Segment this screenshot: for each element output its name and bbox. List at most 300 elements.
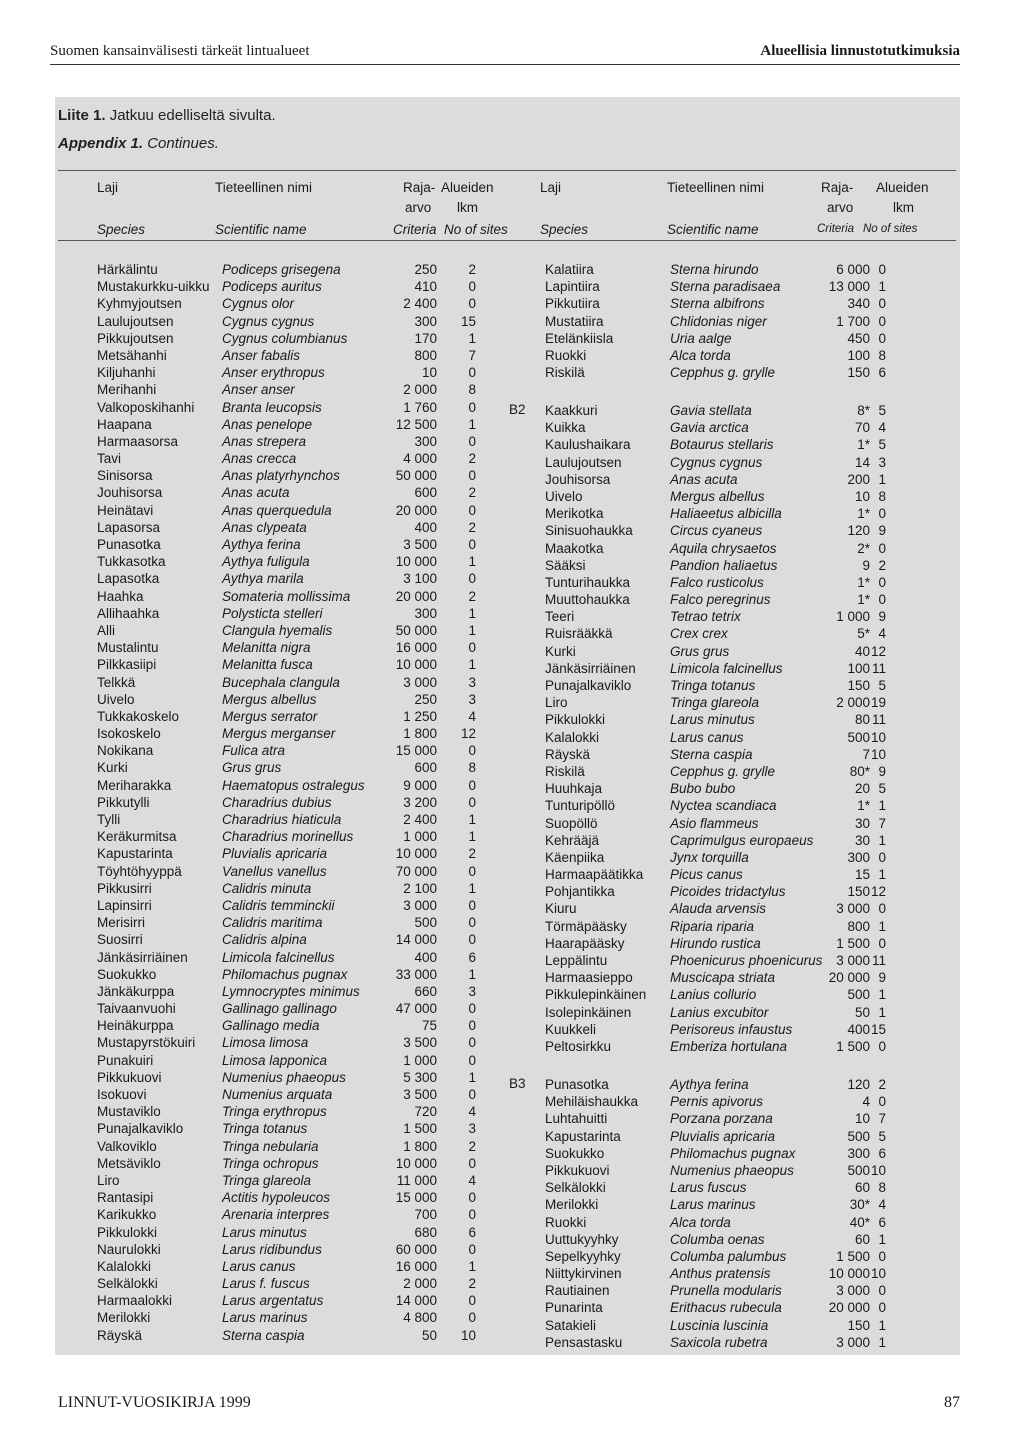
scientific-name: Larus minutus: [222, 1224, 307, 1240]
sites-count: 0: [468, 1293, 476, 1309]
criteria-value: 14 000: [395, 932, 437, 948]
table-row: [97, 691, 477, 708]
criteria-value: 20 000: [828, 1300, 870, 1316]
scientific-name: Mergus albellus: [670, 488, 765, 504]
scientific-name: Pluvialis apricaria: [222, 846, 328, 862]
sites-count: 4: [878, 1197, 886, 1213]
species-name: Pikkutylli: [97, 794, 150, 810]
sites-count: 0: [468, 640, 476, 656]
species-name: Tunturihaukka: [545, 574, 631, 590]
criteria-value: 47 000: [395, 1001, 437, 1017]
criteria-value: 1 760: [403, 399, 437, 415]
species-name: Harmaalokki: [97, 1293, 173, 1309]
species-name: Pikkusirri: [97, 880, 152, 896]
sites-count: 6: [468, 949, 476, 965]
sites-count: 4: [468, 708, 476, 724]
species-name: Tavi: [97, 451, 122, 467]
species-name: Törmäpääsky: [545, 918, 627, 934]
scientific-name: Lanius excubitor: [670, 1004, 769, 1020]
scientific-name: Caprimulgus europaeus: [670, 832, 814, 848]
sites-count: 3: [468, 691, 476, 707]
sites-count: 0: [468, 932, 476, 948]
criteria-value: 1 500: [836, 935, 870, 951]
sites-count: 0: [468, 1087, 476, 1102]
table-row: [545, 488, 919, 505]
criteria-value: 30: [854, 815, 870, 831]
table-row: [545, 729, 919, 746]
criteria-value: 500: [414, 915, 437, 931]
criteria-value: 500: [847, 1128, 870, 1144]
species-name: Merilokki: [97, 1310, 151, 1326]
sites-count: 1: [468, 812, 476, 827]
species-name: Kurki: [97, 760, 128, 776]
sites-count: 1: [878, 1231, 886, 1247]
criteria-value: 8*: [857, 403, 870, 418]
scientific-name: Alauda arvensis: [670, 901, 767, 917]
scientific-name: Charadrius dubius: [222, 794, 332, 810]
sites-count: 0: [468, 468, 476, 484]
sites-count: 1: [468, 966, 476, 982]
criteria-value: 400: [847, 1021, 870, 1037]
species-table-right-a: [545, 261, 919, 381]
sites-count: 2: [468, 519, 476, 535]
species-name: Leppälintu: [545, 953, 608, 968]
table-row: [97, 313, 477, 330]
table-row: [545, 883, 919, 900]
sites-count: 1: [878, 832, 886, 848]
species-name: Mehiläishaukka: [545, 1094, 639, 1110]
table-row: [545, 1248, 919, 1265]
scientific-name: Jynx torquilla: [670, 849, 749, 865]
table-row: [97, 1000, 477, 1017]
species-name: Harmaapäätikka: [545, 867, 644, 883]
species-name: Kuukkeli: [545, 1021, 597, 1037]
sites-count: 0: [468, 1001, 476, 1017]
table-row: [545, 608, 919, 625]
scientific-name: Charadrius hiaticula: [222, 812, 342, 827]
species-name: Teeri: [545, 609, 575, 625]
sites-count: 0: [468, 1241, 476, 1257]
scientific-name: Lanius collurio: [670, 987, 757, 1003]
table-row: [545, 677, 919, 694]
species-name: Sääksi: [545, 557, 586, 573]
criteria-value: 15: [854, 867, 870, 883]
species-name: Sepelkyyhky: [545, 1248, 621, 1264]
criteria-value: 80*: [849, 763, 870, 779]
scientific-name: Larus canus: [222, 1258, 296, 1274]
table-row: [97, 1172, 477, 1189]
species-name: Heinätavi: [97, 502, 154, 518]
species-name: Punajalkaviklo: [97, 1121, 184, 1137]
criteria-value: 340: [847, 296, 870, 312]
species-name: Isolepinkäinen: [545, 1004, 632, 1020]
sites-count: 0: [468, 1035, 476, 1051]
species-name: Mustalintu: [97, 640, 159, 656]
sites-count: 0: [468, 915, 476, 931]
table-row: [545, 330, 919, 347]
species-name: Lapasorsa: [97, 519, 161, 535]
table-row: [97, 416, 477, 433]
table-row: [97, 656, 477, 673]
criteria-value: 2 100: [403, 880, 437, 896]
scientific-name: Tringa totanus: [222, 1121, 308, 1137]
table-row: [545, 1282, 919, 1299]
scientific-name: Philomachus pugnax: [222, 966, 348, 982]
scientific-name: Tringa ochropus: [222, 1155, 319, 1171]
scientific-name: Anas acuta: [670, 471, 738, 487]
scientific-name: Clangula hyemalis: [222, 622, 333, 638]
table-row: [97, 467, 477, 484]
species-name: Kalatiira: [545, 262, 594, 277]
sites-count: 2: [468, 451, 476, 467]
scientific-name: Perisoreus infaustus: [670, 1021, 793, 1037]
criteria-value: 10 000: [395, 846, 437, 862]
sites-count: 0: [878, 1038, 886, 1054]
sites-count: 0: [468, 1018, 476, 1034]
criteria-value: 30*: [849, 1197, 870, 1213]
sites-count: 0: [468, 897, 476, 913]
criteria-value: 2 000: [403, 1276, 437, 1292]
criteria-value: 4 000: [403, 451, 437, 467]
species-name: Pikkukuovi: [545, 1162, 610, 1178]
table-row: [97, 845, 477, 862]
table-row: [97, 725, 477, 742]
species-name: Uivelo: [97, 691, 135, 707]
species-name: Mustaviklo: [97, 1104, 161, 1120]
species-name: Metsäviklo: [97, 1155, 161, 1171]
table-row: [97, 450, 477, 467]
sites-count: 8: [878, 1180, 886, 1196]
sites-count: 7: [878, 1111, 886, 1127]
sites-count: 4: [468, 1104, 476, 1120]
sites-count: 1: [878, 918, 886, 934]
criteria-value: 50: [854, 1004, 870, 1020]
sites-count: 0: [878, 1094, 886, 1110]
table-row: [545, 1021, 919, 1038]
scientific-name: Podiceps auritus: [222, 279, 322, 295]
scientific-name: Saxicola rubetra: [670, 1334, 768, 1350]
table-row: [97, 1258, 477, 1275]
species-name: Punasotka: [545, 1077, 609, 1092]
criteria-value: 3 000: [836, 901, 870, 917]
table-row: [545, 591, 919, 608]
header-sites-right: No of sites: [863, 223, 918, 235]
species-name: Allihaahka: [97, 605, 160, 621]
table-row: [97, 1275, 477, 1292]
table-row: [545, 849, 919, 866]
species-name: Etelänkiisla: [545, 330, 614, 346]
criteria-value: 7: [862, 746, 870, 762]
table-row: [97, 949, 477, 966]
scientific-name: Gavia arctica: [670, 420, 749, 436]
table-row: [545, 1265, 919, 1282]
criteria-value: 1*: [857, 592, 870, 608]
table-row: [97, 897, 477, 914]
scientific-name: Tringa glareola: [670, 695, 760, 711]
scientific-name: Larus argentatus: [222, 1293, 324, 1309]
table-row: [545, 935, 919, 952]
scientific-name: Charadrius morinellus: [222, 829, 354, 845]
header-raja-right: Raja-: [821, 180, 854, 195]
caption-finnish: [58, 107, 276, 124]
sites-count: 11: [871, 953, 886, 968]
table-row: [545, 1110, 919, 1127]
scientific-name: Aquila chrysaetos: [670, 540, 777, 556]
table-row: [545, 1334, 919, 1351]
species-name: Pilkkasiipi: [97, 657, 157, 673]
scientific-name: Hirundo rustica: [670, 935, 761, 951]
scientific-name: Anas acuta: [222, 485, 290, 501]
sites-count: 0: [878, 592, 886, 608]
criteria-value: 400: [414, 949, 437, 965]
scientific-name: Phoenicurus phoenicurus: [670, 953, 823, 968]
table-row: [97, 261, 477, 278]
table-row: [545, 763, 919, 780]
table-row: [545, 1231, 919, 1248]
table-row: [545, 313, 919, 330]
table-row: [545, 1038, 919, 1055]
scientific-name: Erithacus rubecula: [670, 1300, 782, 1316]
table-row: [97, 1052, 477, 1069]
criteria-value: 20: [854, 781, 870, 797]
table-row: [97, 1224, 477, 1241]
sites-count: 6: [468, 1224, 476, 1240]
section-label-b2: B2: [509, 402, 526, 417]
criteria-value: 500: [847, 987, 870, 1003]
sites-count: 0: [468, 863, 476, 879]
species-name: Rautiainen: [545, 1283, 610, 1299]
scientific-name: Picus canus: [670, 867, 743, 883]
species-name: Punajalkaviklo: [545, 678, 632, 693]
scientific-name: Limicola falcinellus: [670, 660, 783, 676]
scientific-name: Luscinia luscinia: [670, 1317, 769, 1333]
sites-count: 9: [878, 609, 886, 625]
sites-count: 0: [878, 313, 886, 329]
table-row: [97, 364, 477, 381]
scientific-name: Gallinago gallinago: [222, 1001, 337, 1017]
criteria-value: 75: [421, 1018, 437, 1034]
scientific-name: Tringa glareola: [222, 1172, 312, 1188]
species-name: Kurki: [545, 643, 576, 659]
criteria-value: 10 000: [395, 554, 437, 570]
scientific-name: Larus f. fuscus: [222, 1276, 310, 1292]
species-name: Karikukko: [97, 1207, 157, 1223]
species-name: Mustakurkku-uikku: [97, 279, 210, 295]
species-name: Härkälintu: [97, 262, 158, 277]
criteria-value: 300: [847, 849, 870, 865]
sites-count: 8: [468, 760, 476, 776]
scientific-name: Sterna paradisaea: [670, 279, 781, 295]
species-name: Nokikana: [97, 743, 154, 759]
sites-count: 10: [870, 1162, 886, 1178]
scientific-name: Philomachus pugnax: [670, 1145, 796, 1161]
scientific-name: Alca torda: [670, 347, 731, 363]
scientific-name: Gallinago media: [222, 1018, 320, 1034]
species-name: Tunturipöllö: [545, 798, 616, 814]
scientific-name: Calidris minuta: [222, 880, 312, 896]
table-row: [97, 1120, 477, 1137]
species-table-right-b2: [545, 402, 919, 1055]
criteria-value: 250: [414, 691, 437, 707]
species-name: Kehrääjä: [545, 832, 600, 848]
table-row: [97, 863, 477, 880]
table-row: [545, 969, 919, 986]
criteria-value: 250: [414, 262, 437, 277]
sites-count: 1: [878, 987, 886, 1003]
sites-count: 0: [878, 1248, 886, 1264]
species-name: Pikkulepinkäinen: [545, 987, 647, 1003]
table-row: [97, 1206, 477, 1223]
scientific-name: Sterna caspia: [670, 746, 753, 762]
criteria-value: 410: [414, 279, 437, 295]
sites-count: 1: [468, 880, 476, 896]
table-row: [545, 1162, 919, 1179]
header-scientific-left: Scientific name: [215, 222, 307, 237]
criteria-value: 50 000: [395, 622, 437, 638]
table-row: [545, 419, 919, 436]
species-name: Kiuru: [545, 901, 577, 917]
criteria-value: 1 500: [836, 1248, 870, 1264]
species-name: Haapana: [97, 416, 152, 432]
species-name: Haahka: [97, 588, 144, 604]
table-row: [545, 918, 919, 935]
table-row: [97, 622, 477, 639]
species-name: Tukkasotka: [97, 554, 166, 570]
species-name: Räyskä: [97, 1327, 143, 1343]
criteria-value: 60: [854, 1180, 870, 1196]
sites-count: 8: [468, 382, 476, 398]
species-name: Lapinsirri: [97, 897, 152, 913]
species-name: Jouhisorsa: [545, 471, 611, 487]
criteria-value: 800: [414, 347, 437, 363]
sites-count: 2: [878, 1077, 886, 1092]
species-name: Luhtahuitti: [545, 1111, 608, 1127]
criteria-value: 3 500: [403, 537, 437, 552]
scientific-name: Haematopus ostralegus: [222, 777, 365, 793]
sites-count: 2: [468, 1276, 476, 1292]
species-name: Tylli: [97, 812, 121, 827]
sites-count: 0: [468, 1155, 476, 1171]
scientific-name: Numenius phaeopus: [670, 1162, 794, 1178]
scientific-name: Larus canus: [670, 729, 744, 745]
species-name: Rantasipi: [97, 1190, 154, 1206]
sites-count: 0: [878, 901, 886, 917]
criteria-value: 9 000: [403, 777, 437, 793]
criteria-value: 33 000: [395, 966, 437, 982]
scientific-name: Larus ridibundus: [222, 1241, 322, 1257]
criteria-value: 300: [414, 313, 437, 329]
header-species-right: Species: [540, 222, 589, 237]
species-name: Harmaasieppo: [545, 970, 633, 986]
sites-count: 1: [878, 279, 886, 295]
table-row: [545, 711, 919, 728]
criteria-value: 10: [854, 1111, 870, 1127]
species-name: Räyskä: [545, 746, 591, 762]
species-name: Haarapääsky: [545, 935, 625, 951]
species-name: Harmaasorsa: [97, 433, 179, 449]
criteria-value: 300: [414, 605, 437, 621]
species-name: Pikkutiira: [545, 296, 600, 312]
sites-count: 5: [878, 403, 886, 418]
criteria-value: 16 000: [395, 640, 437, 656]
species-name: Kalalokki: [97, 1258, 152, 1274]
sites-count: 0: [878, 296, 886, 312]
sites-count: 4: [878, 626, 886, 642]
table-row: [545, 1093, 919, 1110]
table-row: [97, 1155, 477, 1172]
scientific-name: Botaurus stellaris: [670, 437, 774, 453]
sites-count: 10: [870, 1266, 886, 1282]
table-row: [97, 759, 477, 776]
criteria-value: 600: [414, 760, 437, 776]
table-row: [97, 588, 477, 605]
table-row: [97, 1189, 477, 1206]
species-name: Niittykirvinen: [545, 1266, 622, 1282]
scientific-name: Alca torda: [670, 1214, 731, 1230]
sites-count: 15: [870, 1021, 886, 1037]
sites-count: 15: [460, 313, 476, 329]
table-row: [97, 519, 477, 536]
table-row: [545, 797, 919, 814]
section-label-b3: B3: [509, 1076, 526, 1091]
criteria-value: 70: [854, 420, 870, 436]
sites-count: 0: [468, 777, 476, 793]
scientific-name: Anas clypeata: [222, 519, 307, 535]
species-name: Keräkurmitsa: [97, 829, 177, 845]
sites-count: 3: [468, 1121, 476, 1137]
criteria-value: 500: [847, 729, 870, 745]
table-row: [97, 605, 477, 622]
species-name: Telkkä: [97, 674, 136, 690]
sites-count: 5: [878, 781, 886, 797]
table-row: [545, 952, 919, 969]
table-row: [545, 1145, 919, 1162]
sites-count: 0: [468, 1207, 476, 1223]
criteria-value: 10: [854, 488, 870, 504]
table-row: [97, 381, 477, 398]
scientific-name: Limosa lapponica: [222, 1052, 328, 1068]
sites-count: 2: [878, 557, 886, 573]
species-name: Mustatiira: [545, 313, 604, 329]
scientific-name: Vanellus vanellus: [222, 863, 327, 879]
sites-count: 10: [460, 1327, 476, 1343]
table-row: [545, 540, 919, 557]
table-row: [97, 1327, 477, 1344]
criteria-value: 14 000: [395, 1293, 437, 1309]
table-row: [545, 505, 919, 522]
criteria-value: 2 000: [836, 695, 870, 711]
header-lkm-right: lkm: [893, 200, 914, 215]
sites-count: 1: [878, 798, 886, 814]
scientific-name: Muscicapa striata: [670, 970, 776, 986]
sites-count: 12: [870, 884, 886, 900]
sites-count: 0: [468, 365, 476, 381]
scientific-name: Melanitta nigra: [222, 640, 311, 656]
scientific-name: Calidris maritima: [222, 915, 323, 931]
scientific-name: Larus fuscus: [670, 1180, 747, 1196]
header-raja-left: Raja-: [403, 180, 436, 195]
sites-count: 0: [468, 1310, 476, 1326]
scientific-name: Riparia riparia: [670, 918, 755, 934]
table-row: [97, 278, 477, 295]
scientific-name: Columba palumbus: [670, 1248, 787, 1264]
sites-count: 3: [878, 454, 886, 470]
sites-count: 6: [878, 1145, 886, 1161]
header-species-left: Species: [97, 222, 146, 237]
criteria-value: 300: [847, 1145, 870, 1161]
criteria-value: 5 300: [403, 1069, 437, 1085]
scientific-name: Anas platyrhynchos: [222, 468, 340, 484]
